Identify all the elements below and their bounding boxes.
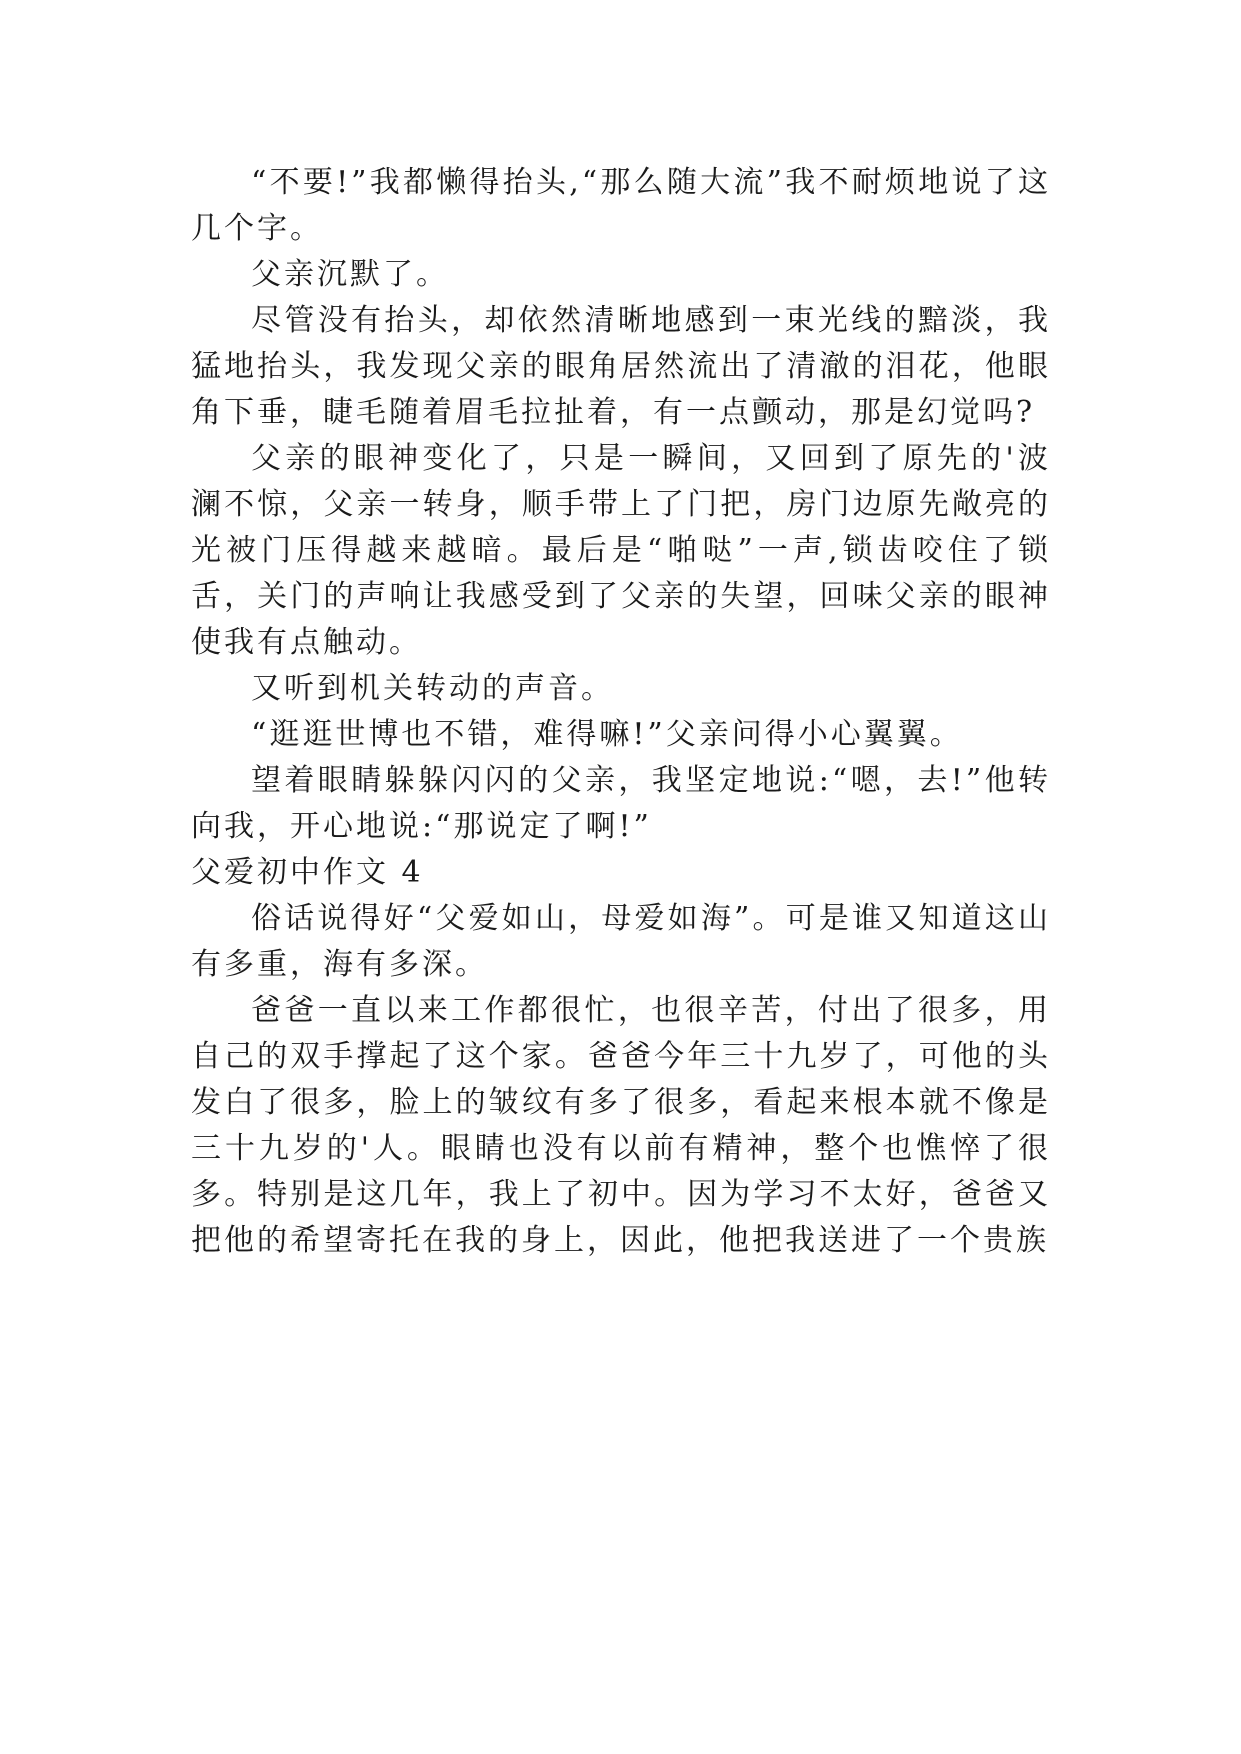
paragraph: 爸爸一直以来工作都很忙，也很辛苦，付出了很多，用自己的双手撑起了这个家。爸爸今年三十九岁了，可他的头发白了很多，脸上的皱纹有多了很多，看起来根本就不像是三十九岁的'人。眼睛也没有以前有精神，整个也憔悴了很多。特别是这几年，我上了初中。因为学习不太好，爸爸又把他的希望寄托在我的身上，因此，他把我送进了一个贵族: [191, 993, 1051, 1258]
paragraph: “不要!”我都懒得抬头,“那么随大流”我不耐烦地说了这几个字。: [191, 165, 1051, 246]
paragraph: 又听到机关转动的声音。: [251, 671, 614, 706]
document-body: [191, 160, 1051, 1264]
paragraph: 父亲沉默了。: [251, 257, 449, 292]
paragraph: 父亲的眼神变化了，只是一瞬间，又回到了原先的'波澜不惊，父亲一转身，顺手带上了门把，房门边原先敞亮的光被门压得越来越暗。最后是“啪哒”一声,锁齿咬住了锁舌，关门的声响让我感受到了父亲的失望，回味父亲的眼神使我有点触动。: [191, 441, 1051, 660]
paragraph: 俗话说得好“父爱如山，母爱如海”。可是谁又知道这山有多重，海有多深。: [191, 901, 1051, 982]
paragraph: 尽管没有抬头，却依然清晰地感到一束光线的黯淡，我猛地抬头，我发现父亲的眼角居然流出了清澈的泪花，他眼角下垂，睫毛随着眉毛拉扯着，有一点颤动，那是幻觉吗?: [191, 303, 1051, 430]
section-heading: 父爱初中作文 4: [191, 855, 424, 890]
paragraph: “逛逛世博也不错，难得嘛!”父亲问得小心翼翼。: [251, 717, 963, 752]
paragraph: 望着眼睛躲躲闪闪的父亲，我坚定地说:“嗯，去!”他转向我，开心地说:“那说定了啊!”: [191, 763, 1051, 844]
